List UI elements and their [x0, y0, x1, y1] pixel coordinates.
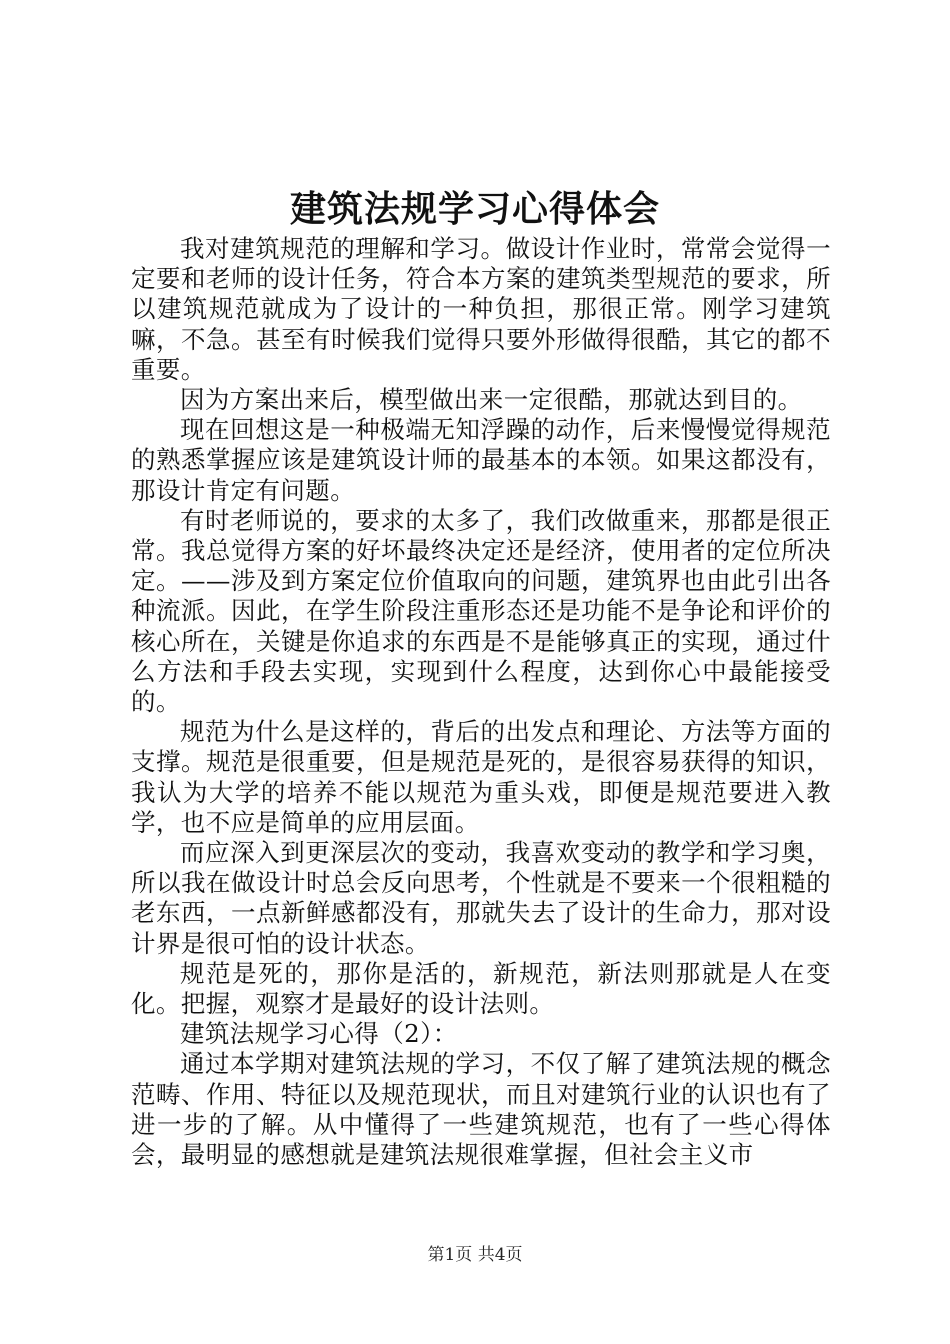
section-heading: 建筑法规学习心得（2）：	[180, 1019, 458, 1049]
paragraph: 通过本学期对建筑法规的学习，不仅了解了建筑法规的概念范畴、作用、特征以及规范现状，而且对建筑行业的认识也有了进一步的了解。从中懂得了一些建筑规范，也有了一些心得体会，最明显的感想就是建筑法规很难掌握，但社会主义市	[131, 1049, 831, 1170]
document-title: 建筑法规学习心得体会	[289, 188, 660, 230]
paragraph: 规范是死的，那你是活的，新规范，新法则那就是人在变化。把握，观察才是最好的设计法则。	[131, 958, 831, 1019]
paragraph: 因为方案出来后，模型做出来一定很酷，那就达到目的。	[180, 385, 803, 415]
page-number-footer: 第1页 共4页	[427, 1245, 523, 1265]
document-body	[131, 234, 831, 1170]
paragraph: 而应深入到更深层次的变动，我喜欢变动的教学和学习奥，所以我在做设计时总会反向思考，个性就是不要来一个很粗糙的老东西，一点新鲜感都没有，那就失去了设计的生命力，那对设计界是很可怕的设计状态。	[131, 838, 831, 958]
paragraph: 有时老师说的，要求的太多了，我们改做重来，那都是很正常。我总觉得方案的好坏最终决定还是经济，使用者的定位所决定。——涉及到方案定位价值取向的问题，建筑界也由此引出各种流派。因此，在学生阶段注重形态还是功能不是争论和评价的核心所在，关键是你追求的东西是不是能够真正的实现，通过什么方法和手段去实现，实现到什么程度，达到你心中最能接受的。	[131, 505, 831, 717]
paragraph: 现在回想这是一种极端无知浮躁的动作，后来慢慢觉得规范的熟悉掌握应该是建筑设计师的最基本的本领。如果这都没有，那设计肯定有问题。	[131, 415, 831, 505]
paragraph: 我对建筑规范的理解和学习。做设计作业时，常常会觉得一定要和老师的设计任务，符合本方案的建筑类型规范的要求，所以建筑规范就成为了设计的一种负担，那很正常。刚学习建筑嘛，不急。甚至有时候我们觉得只要外形做得很酷，其它的都不重要。	[131, 234, 831, 384]
paragraph: 规范为什么是这样的，背后的出发点和理论、方法等方面的支撑。规范是很重要，但是规范是死的，是很容易获得的知识，我认为大学的培养不能以规范为重头戏，即便是规范要进入教学，也不应是简单的应用层面。	[131, 717, 831, 837]
